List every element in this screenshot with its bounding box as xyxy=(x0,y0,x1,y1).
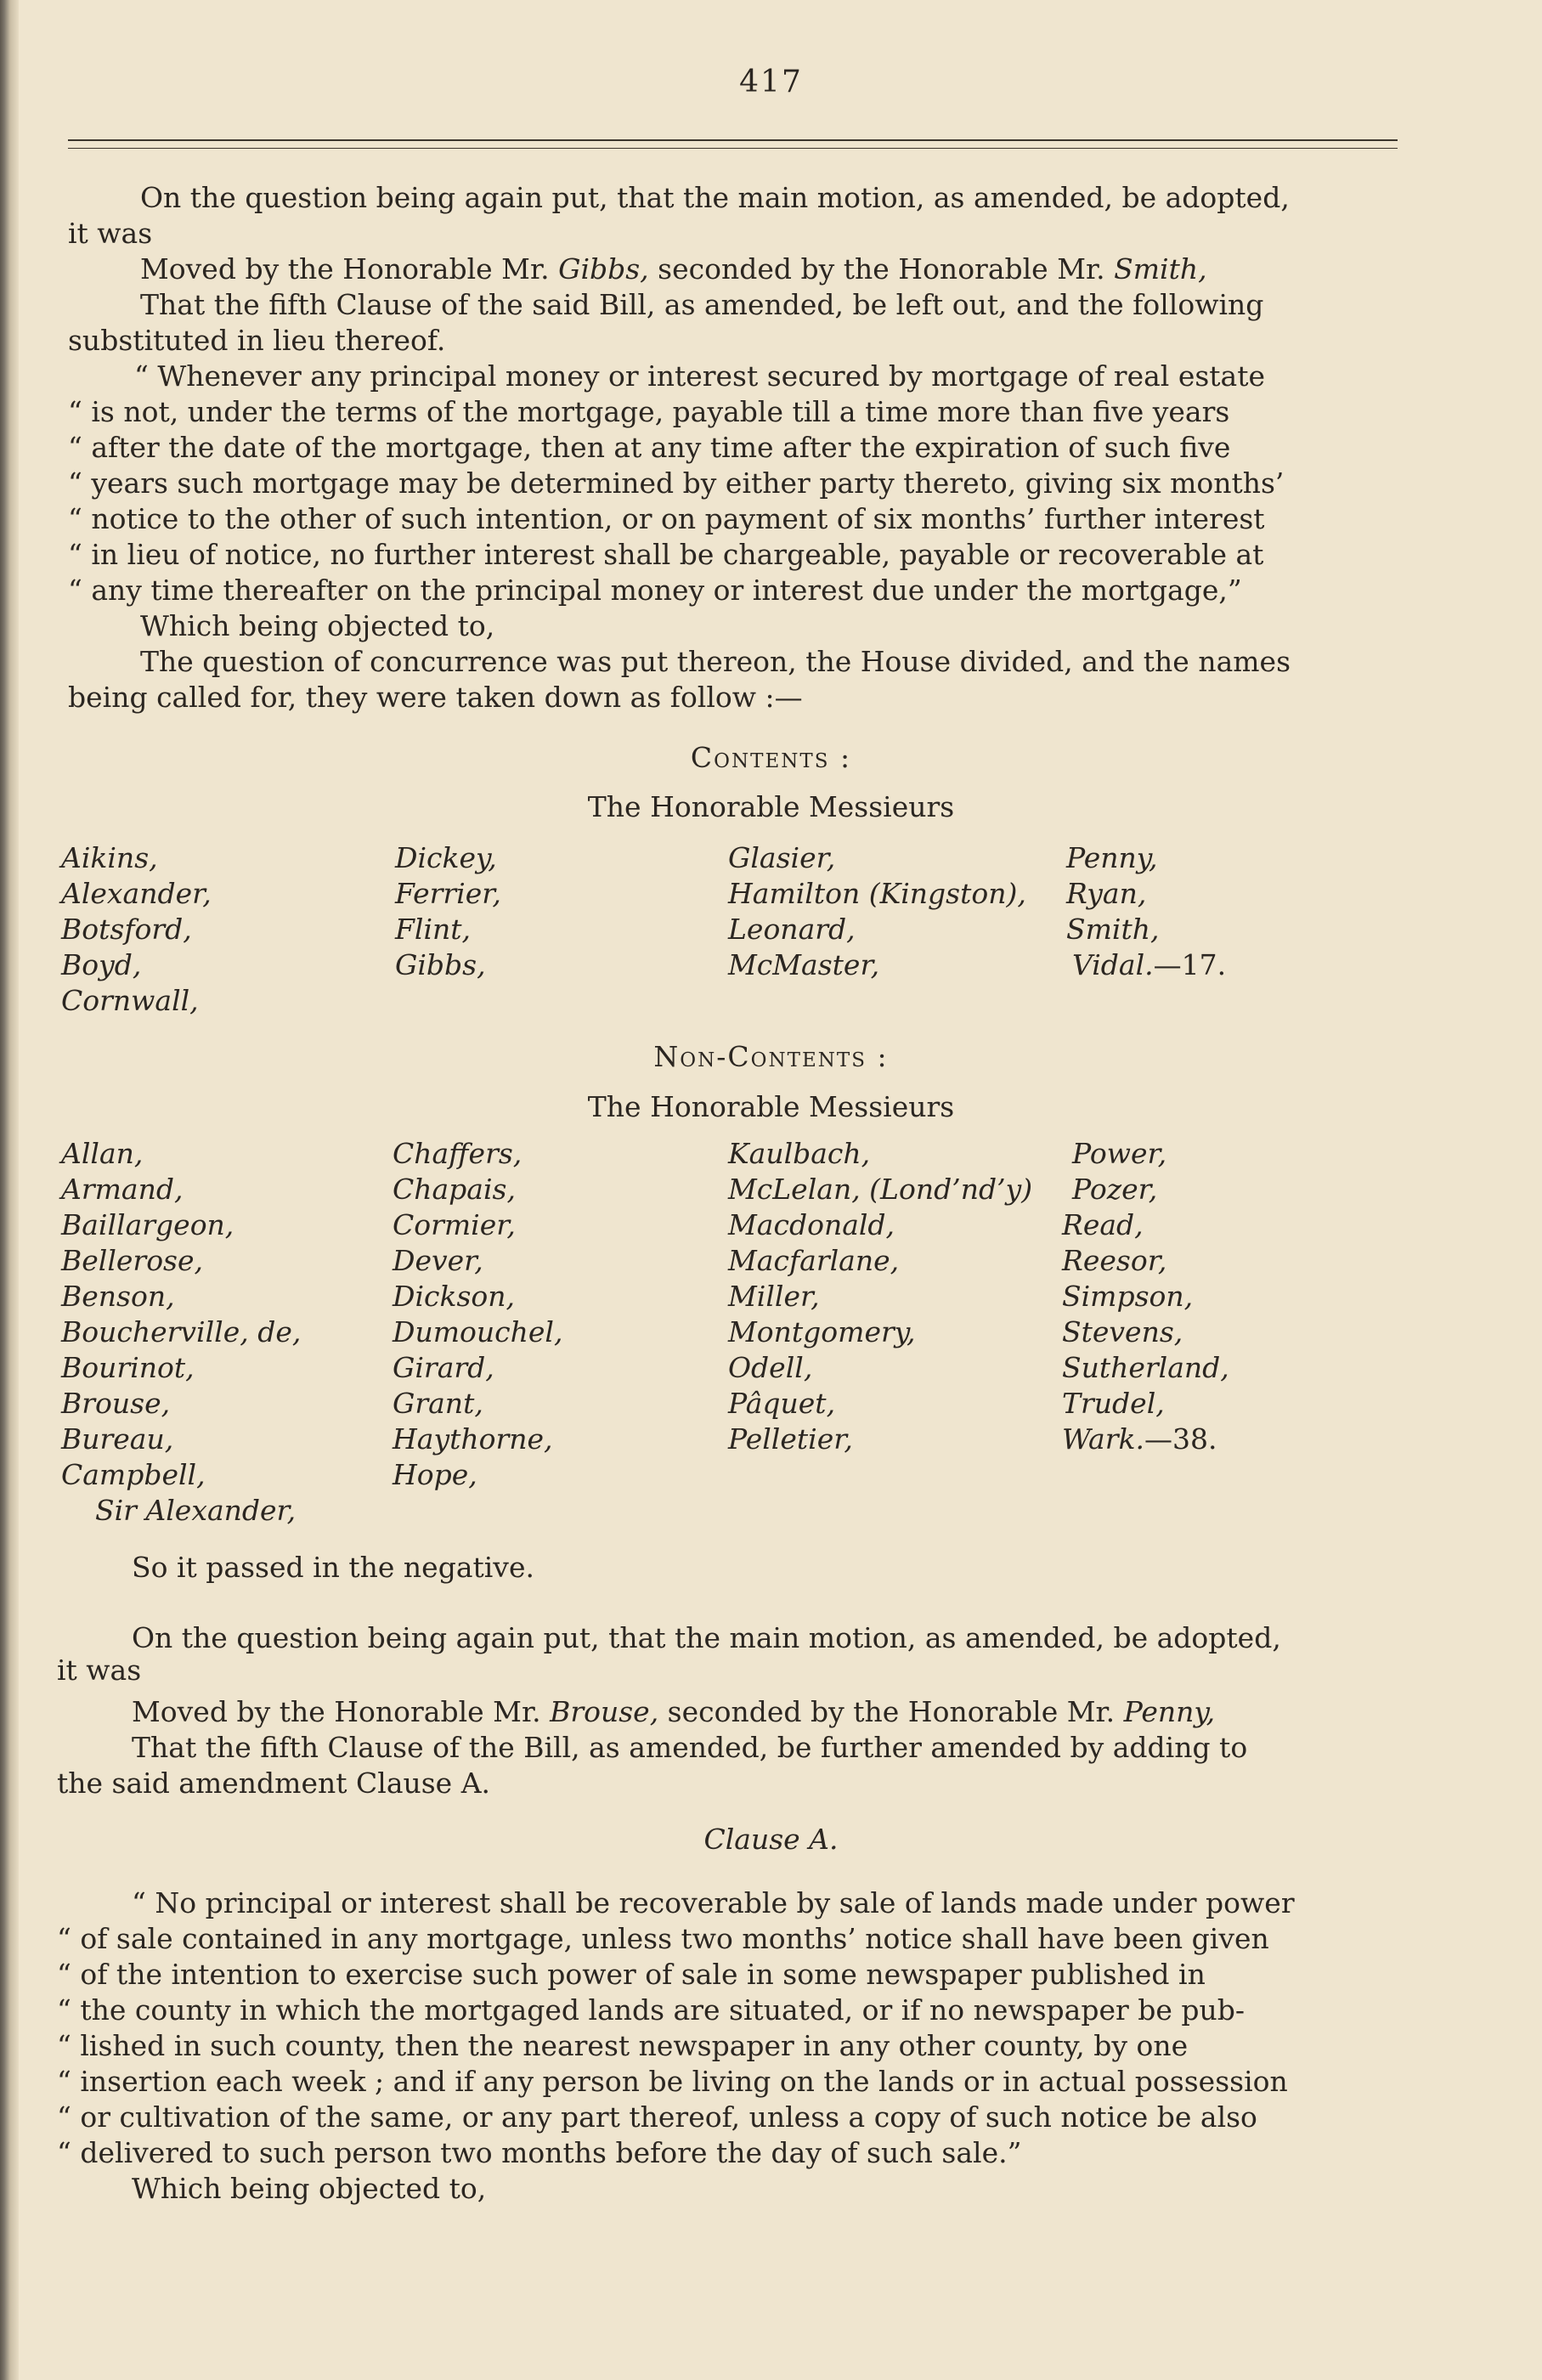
non-contents-name: Benson, xyxy=(61,1280,175,1313)
quote-line: “ lished in such county, then the nearest newspaper in any other county, by one xyxy=(57,2029,1189,2062)
paragraph-line: the said amendment Clause A. xyxy=(57,1767,491,1800)
contents-name: Vidal.—17. xyxy=(1072,948,1227,981)
contents-heading: Contents : xyxy=(690,741,852,774)
motion-line: Moved by the Honorable Mr. Brouse, seconded by the Honorable Mr. Penny, xyxy=(132,1695,1216,1728)
contents-name: Gibbs, xyxy=(395,948,486,981)
clause-heading: Clause A. xyxy=(703,1823,839,1856)
quote-line: “ the county in which the mortgaged lands are situated, or if no newspaper be pub- xyxy=(57,1993,1245,2027)
quote-line: “ of sale contained in any mortgage, unless two months’ notice shall have been given xyxy=(57,1922,1269,1955)
contents-name: Dickey, xyxy=(395,841,497,874)
non-contents-name: Miller, xyxy=(728,1280,820,1313)
contents-name: Botsford, xyxy=(61,913,192,946)
mover-name: Brouse, xyxy=(550,1695,659,1728)
paragraph-line: That the fifth Clause of the Bill, as amended, be further amended by adding to xyxy=(132,1731,1248,1764)
contents-name: Leonard, xyxy=(728,913,856,946)
non-contents-name: McLelan, (Lond’nd’y) xyxy=(728,1173,1033,1206)
quote-line: “ of the intention to exercise such power of sale in some newspaper published in xyxy=(57,1958,1206,1991)
contents-name: Flint, xyxy=(395,913,472,946)
page-number: 417 xyxy=(739,65,803,99)
contents-name: Penny, xyxy=(1066,841,1158,874)
paragraph-line: Which being objected to, xyxy=(132,2172,487,2205)
contents-subheading: The Honorable Messieurs xyxy=(587,790,955,823)
contents-total: —17. xyxy=(1153,948,1227,981)
contents-name: Cornwall, xyxy=(61,984,199,1017)
non-contents-name: Armand, xyxy=(61,1173,184,1206)
paragraph-line: The question of concurrence was put thereon, the House divided, and the names xyxy=(140,645,1291,678)
quote-line: “ years such mortgage may be determined by either party thereto, giving six months’ xyxy=(68,466,1285,500)
non-contents-name: Baillargeon, xyxy=(61,1208,234,1241)
contents-name: Aikins, xyxy=(61,841,158,874)
quote-line: “ notice to the other of such intention, or on payment of six months’ further interest xyxy=(68,502,1265,535)
contents-name: Glasier, xyxy=(728,841,836,874)
non-contents-name: Macfarlane, xyxy=(728,1244,900,1277)
contents-name: Hamilton (Kingston), xyxy=(728,877,1026,910)
non-contents-name: Stevens, xyxy=(1062,1315,1183,1348)
non-contents-name: Sutherland, xyxy=(1062,1351,1229,1384)
non-contents-name: Pâquet, xyxy=(728,1387,836,1420)
non-contents-name: Dever, xyxy=(393,1244,483,1277)
non-contents-name: Read, xyxy=(1062,1208,1144,1241)
non-contents-name: Odell, xyxy=(728,1351,813,1384)
non-contents-name: Hope, xyxy=(393,1458,477,1491)
non-contents-name: Power, xyxy=(1072,1137,1167,1170)
seconder-name: Penny, xyxy=(1123,1695,1216,1728)
non-contents-name: Kaulbach, xyxy=(728,1137,871,1170)
non-contents-name: Bureau, xyxy=(61,1422,174,1456)
contents-name: Ryan, xyxy=(1066,877,1147,910)
non-contents-name: Pozer, xyxy=(1072,1173,1158,1206)
quote-line: “ No principal or interest shall be recoverable by sale of lands made under power xyxy=(132,1886,1295,1919)
non-contents-name: Pelletier, xyxy=(728,1422,853,1456)
non-contents-name: Haythorne, xyxy=(393,1422,553,1456)
contents-name: McMaster, xyxy=(728,948,880,981)
non-contents-name: Dickson, xyxy=(393,1280,516,1313)
paragraph-line: On the question being again put, that the main motion, as amended, be adopted, xyxy=(132,1621,1281,1654)
quote-line: “ Whenever any principal money or interest secured by mortgage of real estate xyxy=(134,359,1266,393)
paragraph-line: On the question being again put, that the main motion, as amended, be adopted, xyxy=(140,181,1290,214)
quote-line: “ is not, under the terms of the mortgage, payable till a time more than five years xyxy=(68,395,1230,428)
seconder-name: Smith, xyxy=(1114,252,1207,285)
non-contents-name: Simpson, xyxy=(1062,1280,1194,1313)
quote-line: “ after the date of the mortgage, then at any time after the expiration of such five xyxy=(68,431,1231,464)
non-contents-name: Campbell, xyxy=(61,1458,206,1491)
quote-line: “ in lieu of notice, no further interest shall be chargeable, payable or recoverable at xyxy=(68,538,1264,571)
paragraph-line: That the fifth Clause of the said Bill, as amended, be left out, and the following xyxy=(140,288,1264,321)
contents-name: Alexander, xyxy=(61,877,212,910)
non-contents-subheading: The Honorable Messieurs xyxy=(587,1090,955,1123)
non-contents-name: Girard, xyxy=(393,1351,494,1384)
header-rule xyxy=(68,139,1398,141)
quote-line: “ insertion each week ; and if any person be living on the lands or in actual possession xyxy=(57,2065,1288,2098)
contents-name: Smith, xyxy=(1066,913,1160,946)
non-contents-name: Trudel, xyxy=(1062,1387,1165,1420)
paragraph-line: it was xyxy=(68,217,153,250)
non-contents-name: Chapais, xyxy=(393,1173,516,1206)
paragraph-line: being called for, they were taken down as follow :— xyxy=(68,681,803,714)
quote-line: “ any time thereafter on the principal money or interest due under the mortgage,” xyxy=(68,574,1242,607)
non-contents-name: Reesor, xyxy=(1062,1244,1167,1277)
paragraph-line: substituted in lieu thereof. xyxy=(68,324,446,357)
non-contents-name: Allan, xyxy=(61,1137,144,1170)
non-contents-name: Sir Alexander, xyxy=(95,1494,297,1527)
non-contents-name: Dumouchel, xyxy=(393,1315,563,1348)
non-contents-heading: Non-Contents : xyxy=(653,1040,889,1073)
non-contents-name: Grant, xyxy=(393,1387,483,1420)
quote-line: “ or cultivation of the same, or any part thereof, unless a copy of such notice be also xyxy=(57,2100,1257,2134)
contents-name: Ferrier, xyxy=(395,877,501,910)
non-contents-name: Wark.—38. xyxy=(1062,1422,1217,1456)
result-line: So it passed in the negative. xyxy=(132,1551,534,1584)
paragraph-line: Which being objected to, xyxy=(140,609,495,642)
paragraph-line: it was xyxy=(57,1654,142,1687)
non-contents-name: Macdonald, xyxy=(728,1208,895,1241)
non-contents-name: Chaffers, xyxy=(393,1137,522,1170)
motion-line: Moved by the Honorable Mr. Gibbs, seconded by the Honorable Mr. Smith, xyxy=(140,252,1207,285)
non-contents-name: Cormier, xyxy=(393,1208,516,1241)
non-contents-total: —38. xyxy=(1144,1422,1217,1456)
header-rule-thin xyxy=(68,148,1398,149)
non-contents-name: Bellerose, xyxy=(61,1244,204,1277)
non-contents-name: Montgomery, xyxy=(728,1315,916,1348)
non-contents-name: Brouse, xyxy=(61,1387,171,1420)
non-contents-name: Bourinot, xyxy=(61,1351,195,1384)
mover-name: Gibbs, xyxy=(558,252,649,285)
quote-line: “ delivered to such person two months before the day of such sale.” xyxy=(57,2136,1022,2169)
non-contents-name: Boucherville, de, xyxy=(61,1315,302,1348)
contents-name: Boyd, xyxy=(61,948,142,981)
